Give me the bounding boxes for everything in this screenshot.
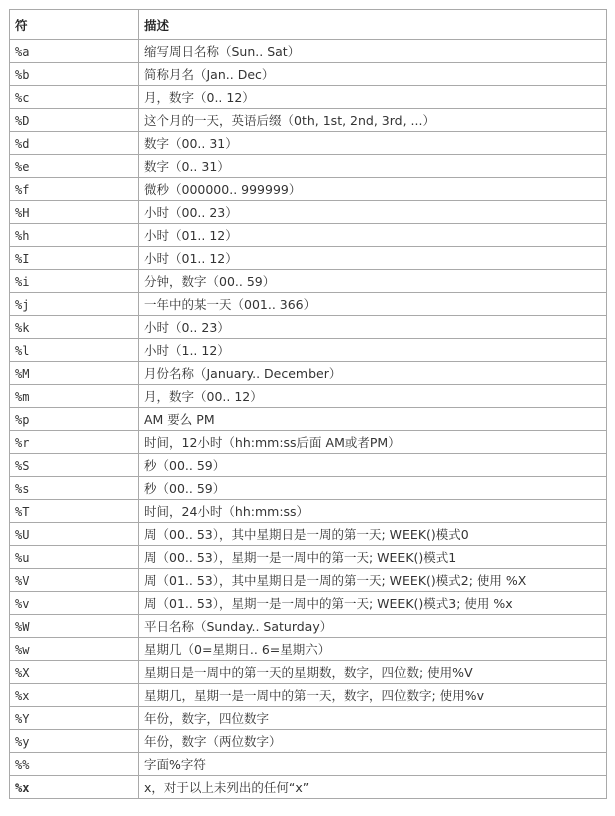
table-row (10, 615, 607, 638)
description-text: AM 要么 PM (144, 412, 215, 427)
specifier-description (139, 477, 607, 500)
specifier-description (139, 178, 607, 201)
table-row (10, 730, 607, 753)
specifier-code: %s (15, 481, 30, 496)
description-text: 周（00.. 53），星期一是一周中的第一天; WEEK()模式1 (144, 550, 457, 565)
format-specifier (10, 86, 139, 109)
description-text: 缩写周日名称（Sun.. Sat） (144, 44, 301, 59)
specifier-code: %k (15, 320, 30, 335)
specifier-description (139, 109, 607, 132)
specifier-description (139, 661, 607, 684)
table-row (10, 86, 607, 109)
description-text: 月，数字（0.. 12） (144, 90, 255, 105)
specifier-code: %W (15, 619, 30, 634)
table-row (10, 109, 607, 132)
specifier-description (139, 270, 607, 293)
description-text: 周（00.. 53），其中星期日是一周的第一天; WEEK()模式0 (144, 527, 469, 542)
specifier-description (139, 201, 607, 224)
specifier-description (139, 155, 607, 178)
format-specifier (10, 63, 139, 86)
description-text: 时间，24小时（hh:mm:ss） (144, 504, 310, 519)
format-specifier (10, 109, 139, 132)
format-specifier (10, 247, 139, 270)
table-row (10, 431, 607, 454)
specifier-code: %w (15, 642, 30, 657)
specifier-code: %e (15, 159, 30, 174)
header-symbol: 符 (10, 10, 139, 40)
specifier-description (139, 339, 607, 362)
table-row (10, 63, 607, 86)
specifier-description (139, 569, 607, 592)
table-row (10, 247, 607, 270)
description-text: 平日名称（Sunday.. Saturday） (144, 619, 333, 634)
format-specifier (10, 454, 139, 477)
table-row (10, 362, 607, 385)
format-specifier (10, 523, 139, 546)
table-row (10, 546, 607, 569)
specifier-code: %X (15, 665, 30, 680)
specifier-code: %T (15, 504, 30, 519)
specifier-description (139, 546, 607, 569)
specifier-description (139, 753, 607, 776)
specifier-description (139, 247, 607, 270)
format-specifier (10, 569, 139, 592)
table-row (10, 155, 607, 178)
format-specifier (10, 316, 139, 339)
description-text: 周（01.. 53），其中星期日是一周的第一天; WEEK()模式2; 使用 %X (144, 573, 527, 588)
format-specifier (10, 730, 139, 753)
format-specifier (10, 293, 139, 316)
format-specifier (10, 707, 139, 730)
table-row (10, 707, 607, 730)
format-specifier (10, 661, 139, 684)
specifier-description (139, 86, 607, 109)
format-specifier (10, 40, 139, 63)
format-specifier (10, 385, 139, 408)
table-row (10, 753, 607, 776)
specifier-description (139, 615, 607, 638)
specifier-description (139, 592, 607, 615)
specifier-description (139, 730, 607, 753)
format-specifier (10, 178, 139, 201)
table-row (10, 178, 607, 201)
specifier-code: %i (15, 274, 30, 289)
description-text: 简称月名（Jan.. Dec） (144, 67, 275, 82)
specifier-code: %p (15, 412, 30, 427)
specifier-code: %m (15, 389, 30, 404)
specifier-code: %x (15, 688, 30, 703)
specifier-code: %% (15, 757, 30, 772)
table-row (10, 408, 607, 431)
table-row (10, 592, 607, 615)
format-specifier (10, 684, 139, 707)
specifier-code: %u (15, 550, 30, 565)
table-row (10, 40, 607, 63)
format-specifier (10, 224, 139, 247)
description-text: 微秒（000000.. 999999） (144, 182, 302, 197)
specifier-code: %j (15, 297, 30, 312)
table-row (10, 500, 607, 523)
format-specifier (10, 132, 139, 155)
table-row (10, 224, 607, 247)
format-specifier (10, 339, 139, 362)
format-specifier (10, 753, 139, 776)
description-text: 小时（01.. 12） (144, 251, 238, 266)
description-text: 小时（01.. 12） (144, 228, 238, 243)
format-specifier (10, 362, 139, 385)
table-row (10, 132, 607, 155)
format-specifier (10, 500, 139, 523)
table-row (10, 201, 607, 224)
format-specifier-table-wrapper (9, 9, 607, 799)
specifier-description (139, 40, 607, 63)
table-row (10, 776, 607, 799)
description-text: 时间，12小时（hh:mm:ss后面 AM或者PM） (144, 435, 401, 450)
table-row (10, 339, 607, 362)
description-text: 年份，数字（两位数字） (144, 734, 282, 749)
format-specifier (10, 270, 139, 293)
description-text: 星期几，星期一是一周中的第一天，数字，四位数字; 使用%v (144, 688, 484, 703)
format-specifier (10, 155, 139, 178)
specifier-description (139, 224, 607, 247)
description-text: 数字（00.. 31） (144, 136, 238, 151)
description-text: 小时（1.. 12） (144, 343, 230, 358)
description-text: 小时（00.. 23） (144, 205, 238, 220)
specifier-description (139, 707, 607, 730)
specifier-description (139, 362, 607, 385)
specifier-code: %V (15, 573, 30, 588)
specifier-description (139, 316, 607, 339)
format-specifier-table (9, 9, 607, 799)
specifier-code: %v (15, 596, 30, 611)
format-specifier (10, 408, 139, 431)
specifier-description (139, 132, 607, 155)
specifier-description (139, 500, 607, 523)
specifier-description (139, 293, 607, 316)
table-row (10, 270, 607, 293)
description-text: 年份，数字，四位数字 (144, 711, 270, 726)
table-row (10, 293, 607, 316)
format-specifier (10, 776, 139, 799)
specifier-description (139, 776, 607, 799)
specifier-code: %c (15, 90, 30, 105)
table-row (10, 523, 607, 546)
table-row (10, 569, 607, 592)
table-row (10, 684, 607, 707)
specifier-code: %b (15, 67, 30, 82)
format-specifier (10, 477, 139, 500)
specifier-code: %H (15, 205, 30, 220)
description-text: 一年中的某一天（001.. 366） (144, 297, 317, 312)
description-text: 分钟，数字（00.. 59） (144, 274, 276, 289)
table-row (10, 385, 607, 408)
specifier-code: %M (15, 366, 30, 381)
description-text: 星期几（0=星期日.. 6=星期六） (144, 642, 331, 657)
specifier-code: %f (15, 182, 30, 197)
specifier-description (139, 63, 607, 86)
description-text: 秒（00.. 59） (144, 481, 226, 496)
specifier-code: %a (15, 44, 30, 59)
description-text: 小时（0.. 23） (144, 320, 230, 335)
description-text: 星期日是一周中的第一天的星期数，数字，四位数; 使用%V (144, 665, 473, 680)
specifier-description (139, 638, 607, 661)
table-row (10, 661, 607, 684)
table-row (10, 638, 607, 661)
specifier-code: %h (15, 228, 30, 243)
table-row (10, 316, 607, 339)
table-row (10, 454, 607, 477)
specifier-code: %S (15, 458, 30, 473)
specifier-code: %x (15, 780, 30, 795)
description-text: 月，数字（00.. 12） (144, 389, 263, 404)
description-text: 这个月的一天，英语后缀（0th, 1st, 2nd, 3rd, ...） (144, 113, 435, 128)
specifier-description (139, 454, 607, 477)
format-specifier (10, 615, 139, 638)
specifier-code: %y (15, 734, 30, 749)
format-specifier (10, 592, 139, 615)
description-text: 字面%字符 (144, 757, 206, 772)
specifier-description (139, 385, 607, 408)
format-specifier (10, 638, 139, 661)
format-specifier (10, 431, 139, 454)
description-text: 秒（00.. 59） (144, 458, 226, 473)
specifier-code: %I (15, 251, 30, 266)
header-description: 描述 (139, 10, 607, 40)
description-text: 月份名称（January.. December） (144, 366, 342, 381)
description-text: 数字（0.. 31） (144, 159, 230, 174)
specifier-code: %Y (15, 711, 30, 726)
specifier-description (139, 523, 607, 546)
table-row (10, 477, 607, 500)
specifier-code: %U (15, 527, 30, 542)
specifier-description (139, 684, 607, 707)
description-text: 周（01.. 53），星期一是一周中的第一天; WEEK()模式3; 使用 %x (144, 596, 513, 611)
specifier-code: %r (15, 435, 30, 450)
specifier-code: %l (15, 343, 30, 358)
specifier-code: %D (15, 113, 30, 128)
description-text: x，对于以上未列出的任何“x” (144, 780, 310, 795)
specifier-description (139, 431, 607, 454)
format-specifier (10, 546, 139, 569)
table-header-row (10, 10, 607, 40)
format-specifier (10, 201, 139, 224)
specifier-code: %d (15, 136, 30, 151)
specifier-description (139, 408, 607, 431)
